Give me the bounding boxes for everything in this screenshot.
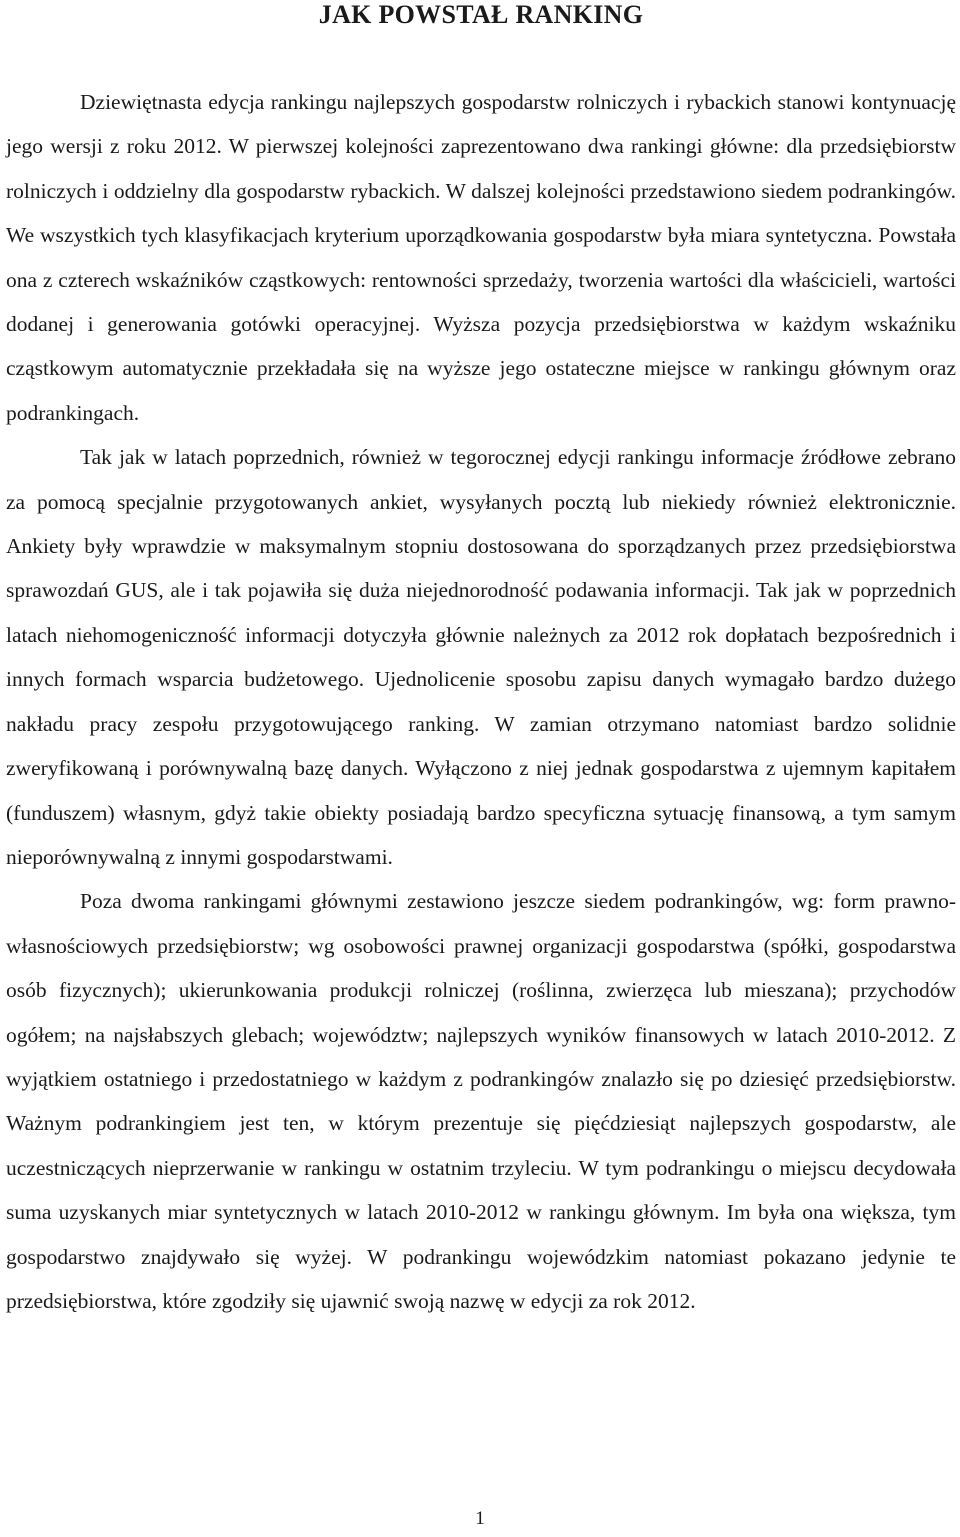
document-page bbox=[6, 0, 956, 1323]
paragraph-data-sources: Tak jak w latach poprzednich, również w tegorocznej edycji rankingu informacje źródłowe zebrano za pomocą specjalnie przygotowanych ankiet, wysyłanych pocztą lub niekiedy również elektronicznie. Ankiety były wprawdzie w maksymalnym stopniu dostosowana do sporządzanych przez przedsiębiorstwa sprawozdań GUS, ale i tak pojawiła się duża niejednorodność podawania informacji. Tak jak w poprzednich latach niehomogeniczność informacji dotyczyła głównie należnych za 2012 rok dopłatach bezpośrednich i innych formach wsparcia budżetowego. Ujednolicenie sposobu zapisu danych wymagało bardzo dużego nakładu pracy zespołu przygotowującego ranking. W zamian otrzymano natomiast bardzo solidnie zweryfikowaną i porównywalną bazę danych. Wyłączono z niej jednak gospodarstwa z ujemnym kapitałem (funduszem) własnym, gdyż takie obiekty posiadają bardzo specyficzna sytuację finansową, a tym samym nieporównywalną z innymi gospodarstwami. bbox=[6, 445, 956, 869]
paragraph-methodology: Dziewiętnasta edycja rankingu najlepszych gospodarstw rolniczych i rybackich stanowi kontynuację jego wersji z roku 2012. W pierwszej kolejności zaprezentowano dwa rankingi główne: dla przedsiębiorstw rolniczych i oddzielny dla gospodarstw rybackich. W dalszej kolejności przedstawiono siedem podrankingów. We wszystkich tych klasyfikacjach kryterium uporządkowania gospodarstw była miara syntetyczna. Powstała ona z czterech wskaźników cząstkowych: rentowności sprzedaży, tworzenia wartości dla właścicieli, wartości dodanej i generowania gotówki operacyjnej. Wyższa pozycja przedsiębiorstwa w każdym wskaźniku cząstkowym automatycznie przekładała się na wyższe jego ostateczne miejsce w rankingu głównym oraz podrankingach. bbox=[6, 90, 956, 425]
paragraph-subrankings: Poza dwoma rankingami głównymi zestawiono jeszcze siedem podrankingów, wg: form prawno-własnościowych przedsiębiorstw; wg osobowości prawnej organizacji gospodarstwa (spółki, gospodarstwa osób fizycznych); ukierunkowania produkcji rolniczej (roślinna, zwierzęca lub mieszana); przychodów ogółem; na najsłabszych glebach; województw; najlepszych wyników finansowych w latach 2010-2012. Z wyjątkiem ostatniego i przedostatniego w każdym z podrankingów znalazło się po dziesięć przedsiębiorstw. Ważnym podrankingiem jest ten, w którym prezentuje się pięćdziesiąt najlepszych gospodarstw, ale uczestniczących nieprzerwanie w rankingu w ostatnim trzyleciu. W tym podrankingu o miejscu decydowała suma uzyskanych miar syntetycznych w latach 2010-2012 w rankingu głównym. Im była ona większa, tym gospodarstwo znajdywało się wyżej. W podrankingu wojewódzkim natomiast pokazano jedynie te przedsiębiorstwa, które zgodziły się ujawnić swoją nazwę w edycji za rok 2012. bbox=[6, 889, 956, 1313]
page-title: JAK POWSTAŁ RANKING bbox=[318, 0, 644, 29]
page-number: 1 bbox=[475, 1508, 485, 1529]
